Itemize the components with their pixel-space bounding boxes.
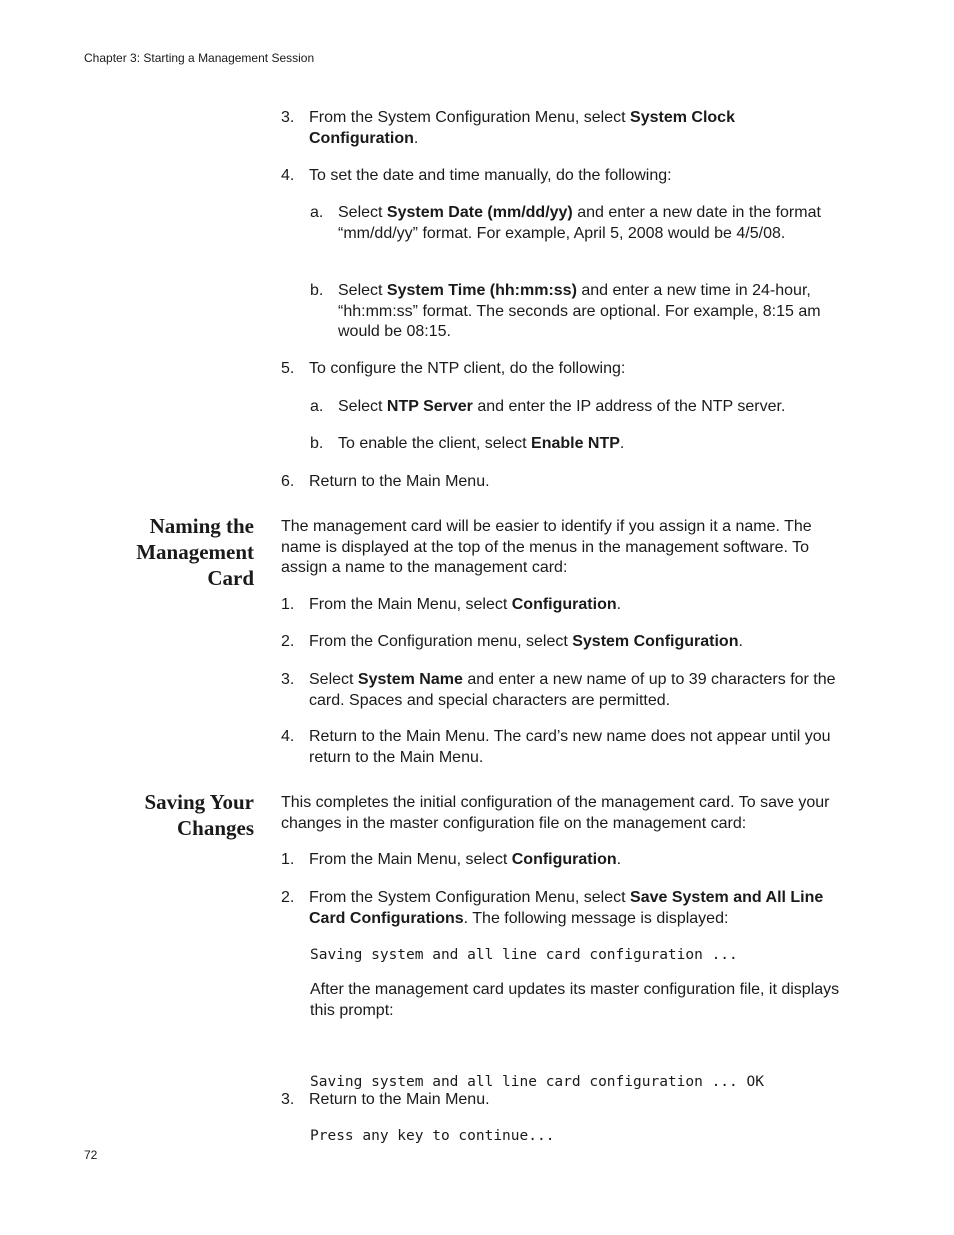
step-text: From the Configuration menu, select System Configuration. <box>309 633 743 650</box>
step-text: To configure the NTP client, do the following: <box>309 360 626 377</box>
section-heading-naming: Naming the Management Card <box>136 514 254 590</box>
step-text: To set the date and time manually, do the following: <box>309 167 672 184</box>
substep-letter: a. <box>310 398 324 415</box>
step-text: From the Main Menu, select Configuration. <box>309 596 622 613</box>
step-text: From the System Configuration Menu, select Save System and All Line Card Configurations. The following message is displayed: <box>309 889 824 927</box>
step-text: Return to the Main Menu. <box>309 473 490 490</box>
substep-text: Select System Date (mm/dd/yy) and enter a new date in the format “mm/dd/yy” format. For example, April 5, 2008 would be 4/5/08. <box>338 204 821 242</box>
step-number: 2. <box>281 889 295 906</box>
step-number: 3. <box>281 109 295 126</box>
step-text: Return to the Main Menu. <box>309 1091 490 1108</box>
running-header: Chapter 3: Starting a Management Session <box>84 51 315 65</box>
saving-intro: This completes the initial configuration of the management card. To save your changes in the master configuration file on the management card: <box>281 794 830 832</box>
step-text: Select System Name and enter a new name of up to 39 characters for the card. Spaces and special characters are permitted. <box>309 671 836 709</box>
substep-text: Select System Time (hh:mm:ss) and enter a new time in 24-hour, “hh:mm:ss” format. The seconds are optional. For example, 8:15 am would be 08:15. <box>338 282 821 340</box>
step-text: Return to the Main Menu. The card’s new name does not appear until you return to the Main Menu. <box>309 728 831 766</box>
step-text: From the System Configuration Menu, select System Clock Configuration. <box>309 109 735 147</box>
step-text: From the Main Menu, select Configuration. <box>309 851 622 868</box>
step-number: 2. <box>281 633 295 650</box>
substep-text: Select NTP Server and enter the IP address of the NTP server. <box>338 398 786 415</box>
step-number: 3. <box>281 671 295 688</box>
substep-letter: b. <box>310 282 324 299</box>
section-heading-saving: Saving Your Changes <box>144 790 254 840</box>
step-number: 5. <box>281 360 295 377</box>
step-number: 4. <box>281 728 295 745</box>
naming-intro: The management card will be easier to identify if you assign it a name. The name is displayed at the top of the menus in the management software. To assign a name to the management card: <box>281 518 812 576</box>
after-update-text: After the management card updates its master configuration file, it displays this prompt: <box>310 981 840 1019</box>
step-number: 6. <box>281 473 295 490</box>
step-number: 3. <box>281 1091 295 1108</box>
page-number: 72 <box>84 1148 98 1162</box>
substep-letter: b. <box>310 435 324 452</box>
step-number: 4. <box>281 167 295 184</box>
step-number: 1. <box>281 851 295 868</box>
step-number: 1. <box>281 596 295 613</box>
substep-letter: a. <box>310 204 324 221</box>
code-saving-message: Saving system and all line card configuration ... <box>310 947 738 963</box>
substep-text: To enable the client, select Enable NTP. <box>338 435 625 452</box>
code-saving-prompt: Saving system and all line card configuration ... OK Press any key to continue... <box>310 1074 764 1144</box>
